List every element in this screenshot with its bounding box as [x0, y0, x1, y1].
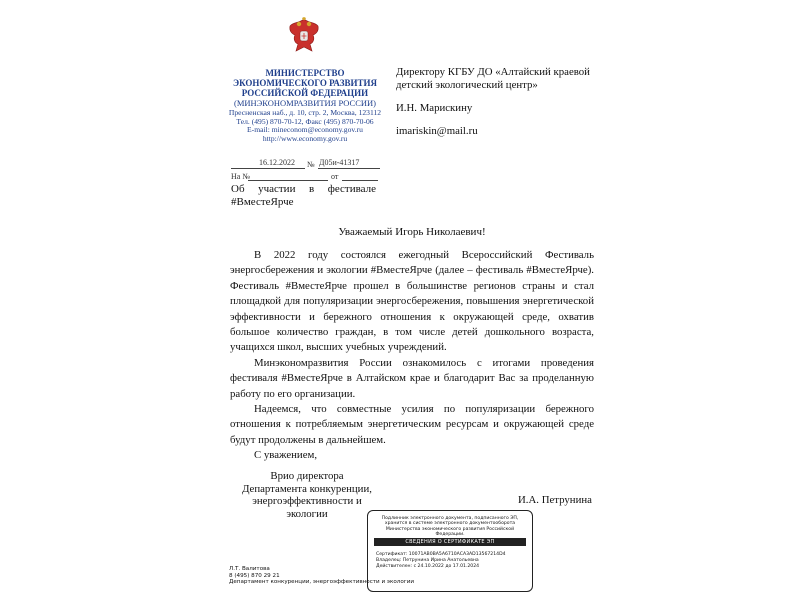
recipient-email: imariskin@mail.ru	[396, 125, 478, 137]
subject-line-1: Об участии в фестивале	[231, 183, 376, 195]
stamp-header: СВЕДЕНИЯ О СЕРТИФИКАТЕ ЭП	[374, 538, 526, 546]
ministry-address	[225, 109, 385, 143]
ministry-line-3: РОССИЙСКОЙ ФЕДЕРАЦИИ	[241, 88, 369, 98]
stamp-owner: Владелец: Петрунина Ирина Анатольевна	[376, 558, 479, 563]
date-underline	[231, 168, 305, 169]
recipient-name: И.Н. Марискину	[396, 102, 473, 114]
reference-date-underline	[342, 180, 378, 181]
executor-phone: 8 (495) 870 29 21	[229, 572, 280, 579]
subject-line-2: #ВместеЯрче	[231, 196, 294, 208]
ministry-line-1: МИНИСТЕРСТВО	[265, 68, 345, 78]
registration-number-label: №	[307, 160, 315, 169]
address-email: E-mail: mineconom@economy.gov.ru	[247, 125, 363, 135]
recipient-line-2: детский экологический центр»	[396, 79, 538, 91]
signatory-position	[232, 470, 382, 520]
position-line-3: энергоэффективности и экологии	[252, 495, 362, 520]
letter-closing: С уважением,	[254, 449, 318, 461]
body-paragraph-1: В 2022 году состоялся ежегодный Всероссийский Фестиваль энергосбережения и экологии #ВместеЯрче (далее – фестиваль #ВместеЯрче). Фестиваль #ВместеЯрче прошел в большинстве регионов страны и стал площадкой для популяризации энергосбережения, повышения энергетической эффективности и бережного отношения к окружающей среде, охватив большое количество граждан, в том числе детей дошкольного возраста, учащихся школ, высших учебных учреждений.	[230, 249, 594, 354]
body-paragraph-3: Надеемся, что совместные усилия по популяризации бережного отношения к потребляемым энергетическим ресурсам и окружающей среде будут продолжены в дальнейшем.	[230, 403, 594, 446]
stamp-text	[372, 516, 528, 538]
executor-department: Департамент конкуренции, энергоэффективности и экологии	[229, 579, 414, 586]
address-website: http://www.economy.gov.ru	[262, 133, 348, 143]
registration-date: 16.12.2022	[259, 158, 295, 167]
body-paragraph-2: Минэкономразвития России ознакомилось с итогами проведения фестиваля #ВместеЯрче в Алтайском крае и благодарит Вас за проделанную работу по его организации.	[230, 356, 594, 400]
number-underline	[318, 168, 380, 169]
stamp-text-line-3: Министерства экономического развития Российской Федерации.	[385, 526, 515, 538]
stamp-certificate: Сертификат: 10071AB0BA5A6710ACA3AD13567214D4	[376, 552, 506, 557]
stamp-text-line-1: Подлинник электронного документа, подписанного ЭП,	[381, 516, 519, 521]
reference-number-underline	[248, 180, 328, 181]
letter-body	[230, 248, 594, 448]
letter-greeting: Уважаемый Игорь Николаевич!	[338, 226, 486, 238]
ministry-name	[225, 68, 385, 108]
ministry-line-2: ЭКОНОМИЧЕСКОГО РАЗВИТИЯ	[233, 78, 377, 88]
stamp-text-line-2: хранится в системе электронного документооборота	[384, 521, 516, 527]
stamp-validity: Действителен: с 24.10.2022 до 17.01.2024	[376, 564, 480, 569]
position-line-2: Департамента конкуренции,	[242, 482, 372, 495]
reference-label: На №	[231, 172, 250, 181]
reference-from-label: от	[331, 172, 339, 181]
coat-of-arms-emblem	[287, 17, 321, 59]
recipient-line-1: Директору КГБУ ДО «Алтайский краевой	[396, 66, 590, 78]
signatory-name: И.А. Петрунина	[518, 494, 592, 506]
executor-name: Л.Т. Валитова	[229, 566, 270, 572]
position-line-1: Врио директора	[270, 470, 344, 482]
registration-number: Д05и-41317	[319, 158, 360, 167]
address-line-2: Тел. (495) 870-70-12, Факс (495) 870-70-06	[236, 116, 374, 126]
address-line-1: Пресненская наб., д. 10, стр. 2, Москва, 123112	[228, 108, 382, 117]
recipient-block	[396, 66, 590, 138]
letter-subject	[231, 183, 376, 209]
executor-footer	[229, 566, 414, 586]
ministry-short-name: (МИНЭКОНОМРАЗВИТИЯ РОССИИ)	[234, 98, 376, 108]
